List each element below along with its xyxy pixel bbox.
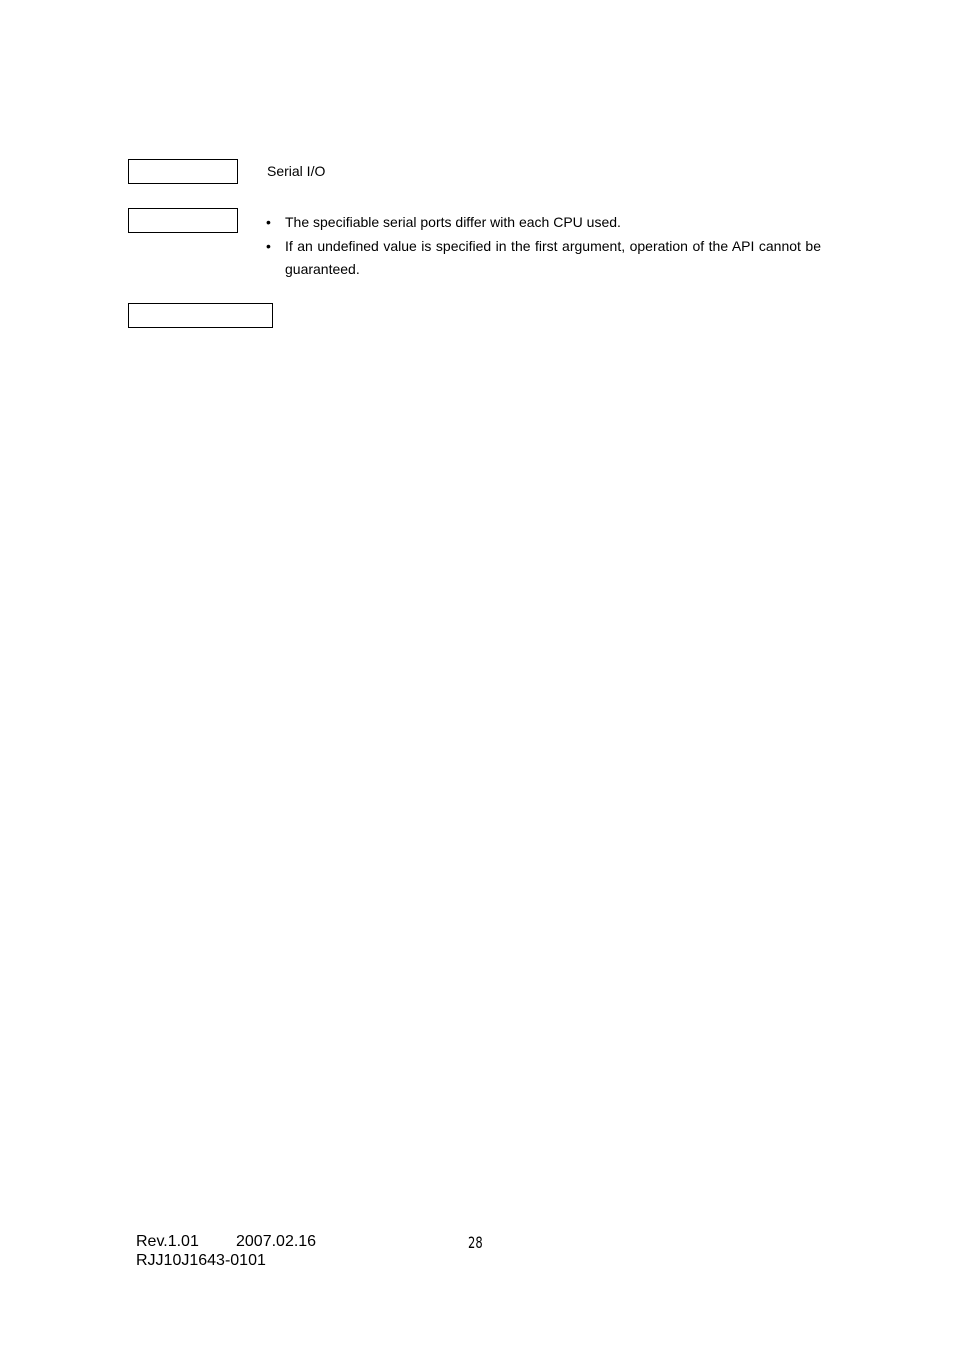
- footer-revision: Rev.1.01: [136, 1233, 199, 1250]
- note-text: If an undefined value is specified in the first argument, operation of the API cannot be guaranteed.: [285, 237, 821, 277]
- bullet-icon: •: [266, 214, 271, 230]
- example-label-box: [128, 303, 273, 328]
- notes-list: [266, 211, 821, 282]
- note-item: [266, 211, 821, 235]
- note-text: The specifiable serial ports differ with each CPU used.: [285, 214, 621, 230]
- footer-date: 2007.02.16: [236, 1233, 317, 1250]
- notes-label-box: [128, 208, 238, 233]
- category-value: Serial I/O: [267, 163, 326, 179]
- note-item: [266, 235, 821, 282]
- footer-document-number: RJJ10J1643-0101: [136, 1252, 266, 1269]
- page-number: 28: [468, 1233, 483, 1252]
- category-label-box: [128, 159, 238, 184]
- bullet-icon: •: [266, 237, 271, 254]
